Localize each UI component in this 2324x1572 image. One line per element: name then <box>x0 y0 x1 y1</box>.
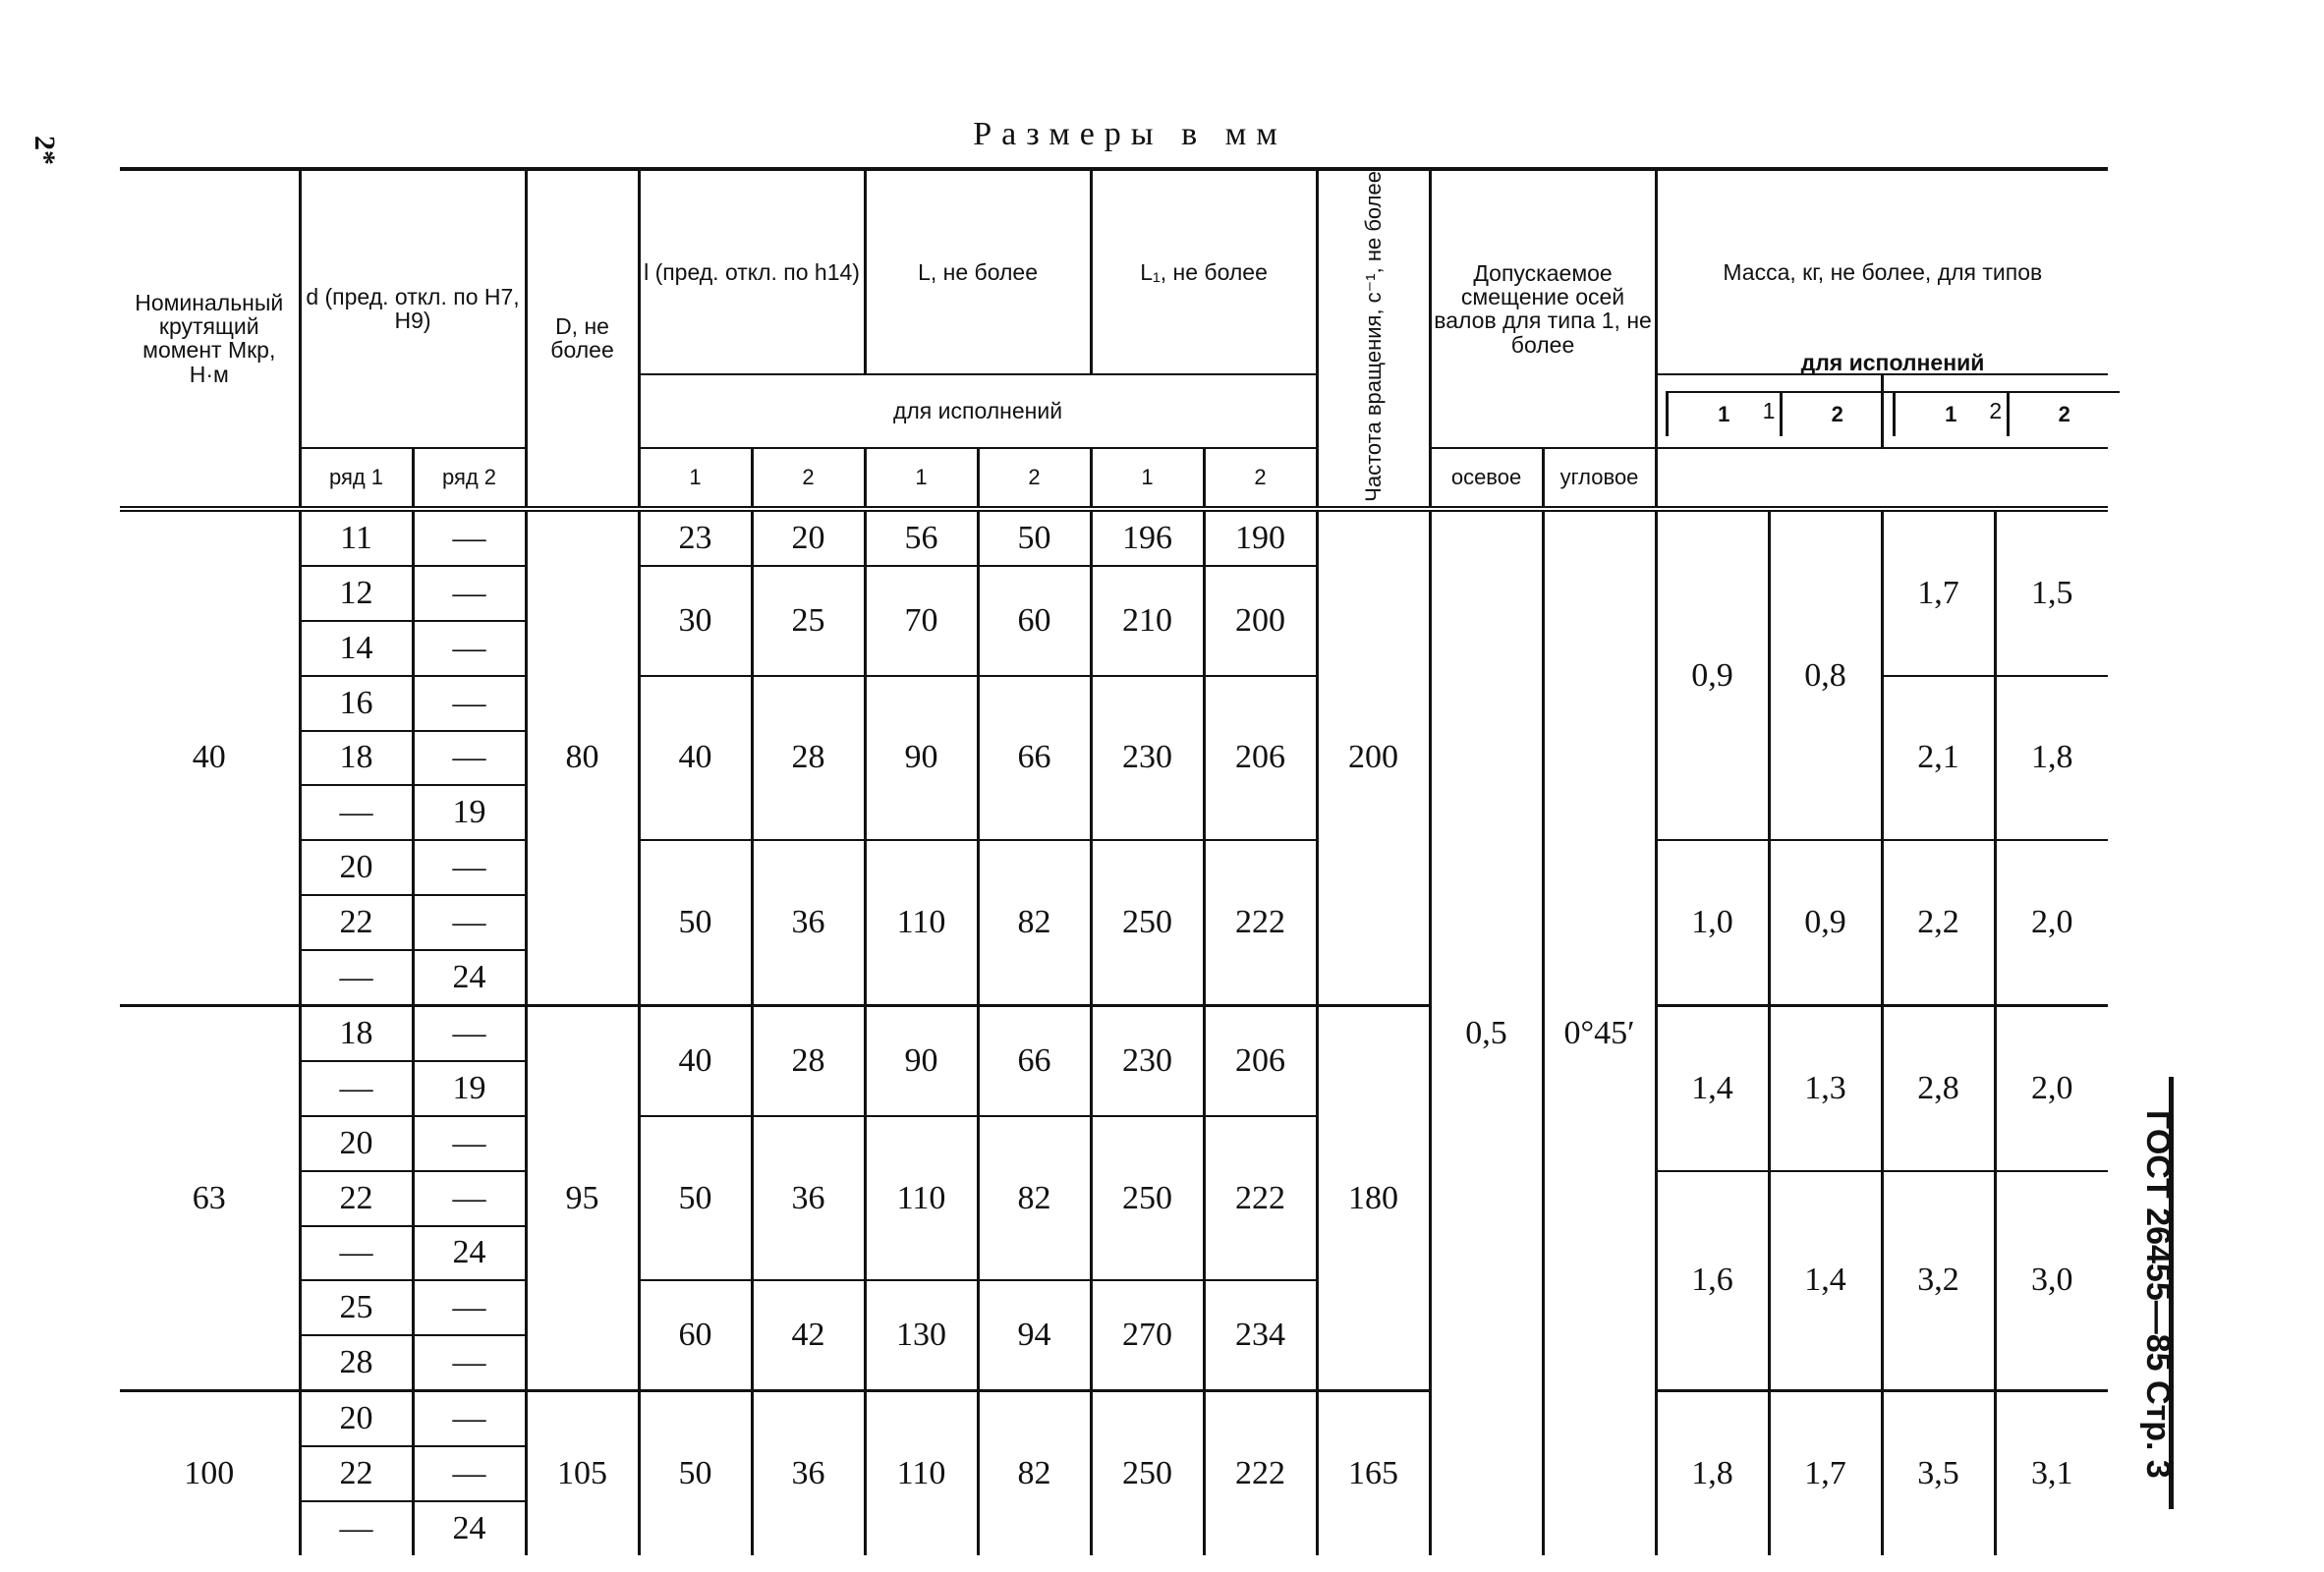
table-body <box>120 509 2221 1555</box>
header-for-versions: для исполнений <box>639 374 1317 448</box>
torque-value: 63 <box>120 1005 300 1390</box>
l-v1-value: 23 <box>639 509 752 566</box>
header-mass-versions-block <box>1656 448 2108 509</box>
l-v2-value: 42 <box>752 1280 865 1390</box>
L-v1-value: 70 <box>865 566 978 676</box>
side-label: ГОСТ 26455—85 Стр. 3 <box>2139 1110 2177 1479</box>
header-l-v1: 1 <box>639 448 752 509</box>
header-torque: Номинальный крутящий момент Mкр, Н·м <box>120 169 300 509</box>
L-v1-value: 130 <box>865 1280 978 1390</box>
header-speed <box>1317 169 1430 509</box>
speed-value: 165 <box>1317 1391 1430 1555</box>
d-row1-value: 20 <box>300 1391 413 1446</box>
d-row1-value: 12 <box>300 566 413 621</box>
l-v1-value: 60 <box>639 1280 752 1390</box>
mass-t1-v2-value: 1,7 <box>1769 1391 1882 1555</box>
mass-t2-v1-value: 2,1 <box>1882 676 1995 841</box>
mass-t2-v2-value: 3,1 <box>1995 1391 2108 1555</box>
d-row2-value: 24 <box>413 950 526 1005</box>
mass-t2-v1-value: 2,8 <box>1882 1005 1995 1170</box>
d-row2-value: 19 <box>413 1061 526 1116</box>
D-value: 105 <box>526 1391 639 1555</box>
L-v2-value: 66 <box>978 676 1091 841</box>
L1-v1-value: 230 <box>1091 676 1204 841</box>
L-v2-value: 50 <box>978 509 1091 566</box>
d-row2-value: 19 <box>413 785 526 840</box>
header-misalignment: Допускаемое смещение осей валов для типа 1, не более <box>1430 169 1656 448</box>
l-v2-value: 36 <box>752 1391 865 1555</box>
table-caption: Размеры в мм <box>973 116 1287 152</box>
d-row2-value: — <box>413 895 526 950</box>
d-row1-value: 18 <box>300 1005 413 1060</box>
mass-t1-v2-value: 1,4 <box>1769 1171 1882 1391</box>
corner-mark: 2* <box>28 136 61 165</box>
mass-t1-v1-value: 1,4 <box>1656 1005 1769 1170</box>
mass-versions-overlay <box>1666 334 2120 436</box>
L1-v1-value: 210 <box>1091 566 1204 676</box>
header-speed-text: Частота вращения, с⁻¹, не более <box>1360 171 1386 502</box>
speed-value: 180 <box>1317 1005 1430 1390</box>
d-row1-value: 22 <box>300 1446 413 1501</box>
d-row1-value: 11 <box>300 509 413 566</box>
mass-t1-v1-value: 1,8 <box>1656 1391 1769 1555</box>
d-row2-value: — <box>413 1391 526 1446</box>
d-row2-value: — <box>413 1116 526 1171</box>
header-l-v2: 2 <box>752 448 865 509</box>
header-mass-type2: 2 <box>1882 374 2108 448</box>
header-row1: ряд 1 <box>300 448 413 509</box>
L1-v2-value: 222 <box>1204 840 1317 1005</box>
axial-value: 0,5 <box>1430 509 1543 1555</box>
header-L1-v1: 1 <box>1091 448 1204 509</box>
l-v2-value: 28 <box>752 676 865 841</box>
l-v2-value: 36 <box>752 1116 865 1281</box>
mass-t2-v1-value: 3,5 <box>1882 1391 1995 1555</box>
L-v2-value: 60 <box>978 566 1091 676</box>
L-v2-value: 82 <box>978 840 1091 1005</box>
d-row1-value: — <box>300 1226 413 1281</box>
D-value: 95 <box>526 1005 639 1390</box>
header-L1-v2: 2 <box>1204 448 1317 509</box>
L1-v1-value: 250 <box>1091 1116 1204 1281</box>
mass-t2-v1-value: 2,2 <box>1882 840 1995 1005</box>
header-L-v2: 2 <box>978 448 1091 509</box>
L1-v2-value: 222 <box>1204 1391 1317 1555</box>
d-row1-value: 20 <box>300 1116 413 1171</box>
mass-t1-v2-header: 2 <box>1780 393 1894 436</box>
d-row2-value: — <box>413 1280 526 1335</box>
L1-v1-value: 196 <box>1091 509 1204 566</box>
d-row2-value: — <box>413 621 526 676</box>
l-v1-value: 50 <box>639 840 752 1005</box>
L1-v2-value: 222 <box>1204 1116 1317 1281</box>
d-row2-value: — <box>413 676 526 731</box>
d-row2-value: — <box>413 1171 526 1226</box>
torque-value: 100 <box>120 1391 300 1555</box>
d-row2-value: 24 <box>413 1501 526 1555</box>
mass-versions-label: для исполнений <box>1666 334 2120 393</box>
L1-v1-value: 250 <box>1091 840 1204 1005</box>
d-row2-value: — <box>413 840 526 895</box>
L-v1-value: 110 <box>865 1116 978 1281</box>
L1-v2-value: 234 <box>1204 1280 1317 1390</box>
mass-t2-v1-header: 1 <box>1893 393 2007 436</box>
mass-t2-v2-value: 2,0 <box>1995 1005 2108 1170</box>
d-row1-value: — <box>300 1061 413 1116</box>
d-row1-value: 22 <box>300 895 413 950</box>
mass-t2-v2-value: 3,0 <box>1995 1171 2108 1391</box>
d-row2-value: — <box>413 731 526 786</box>
speed-value: 200 <box>1317 509 1430 1006</box>
mass-t2-v2-value: 1,8 <box>1995 676 2108 841</box>
L-v2-value: 82 <box>978 1391 1091 1555</box>
header-L: L, не более <box>865 169 1091 374</box>
l-v2-value: 20 <box>752 509 865 566</box>
d-row2-value: — <box>413 566 526 621</box>
header-axial: осевое <box>1430 448 1543 509</box>
angular-value: 0°45′ <box>1543 509 1656 1555</box>
d-row1-value: — <box>300 785 413 840</box>
d-row1-value: 22 <box>300 1171 413 1226</box>
mass-t1-v1-value: 1,0 <box>1656 840 1769 1005</box>
l-v1-value: 30 <box>639 566 752 676</box>
L1-v2-value: 190 <box>1204 509 1317 566</box>
mass-t2-v2-value: 2,0 <box>1995 840 2108 1005</box>
L-v2-value: 82 <box>978 1116 1091 1281</box>
mass-t1-v1-value: 1,6 <box>1656 1171 1769 1391</box>
header-D: D, не более <box>526 169 639 509</box>
d-row2-value: — <box>413 1446 526 1501</box>
d-row2-value: — <box>413 1335 526 1390</box>
l-v2-value: 25 <box>752 566 865 676</box>
L1-v2-value: 200 <box>1204 566 1317 676</box>
d-row1-value: 25 <box>300 1280 413 1335</box>
d-row1-value: 16 <box>300 676 413 731</box>
d-row1-value: 20 <box>300 840 413 895</box>
mass-t2-v2-value: 1,5 <box>1995 509 2108 676</box>
L1-v1-value: 270 <box>1091 1280 1204 1390</box>
mass-t2-v1-value: 1,7 <box>1882 509 1995 676</box>
L-v2-value: 66 <box>978 1005 1091 1115</box>
L-v1-value: 56 <box>865 509 978 566</box>
mass-versions-numbers <box>1666 393 2120 436</box>
l-v2-value: 36 <box>752 840 865 1005</box>
D-value: 80 <box>526 509 639 1006</box>
header-L1: L₁, не более <box>1091 169 1317 374</box>
L1-v2-value: 206 <box>1204 676 1317 841</box>
l-v1-value: 40 <box>639 676 752 841</box>
mass-t1-v2-value: 0,8 <box>1769 509 1882 840</box>
l-v1-value: 50 <box>639 1391 752 1555</box>
header-d: d (пред. откл. по H7, H9) <box>300 169 526 448</box>
L1-v1-value: 230 <box>1091 1005 1204 1115</box>
header-row2: ряд 2 <box>413 448 526 509</box>
L-v1-value: 110 <box>865 840 978 1005</box>
L-v1-value: 90 <box>865 676 978 841</box>
header-L-v1: 1 <box>865 448 978 509</box>
l-v1-value: 50 <box>639 1116 752 1281</box>
d-row1-value: 28 <box>300 1335 413 1390</box>
header-angular: угловое <box>1543 448 1656 509</box>
mass-t2-v2-header: 2 <box>2007 393 2121 436</box>
torque-value: 40 <box>192 739 226 776</box>
mass-t1-v1-header: 1 <box>1666 393 1780 436</box>
header-mass-type1: 1 <box>1656 374 1882 448</box>
mass-t2-v1-value: 3,2 <box>1882 1171 1995 1391</box>
mass-t1-v1-value: 0,9 <box>1656 509 1769 840</box>
d-row2-value: 24 <box>413 1226 526 1281</box>
header-l: l (пред. откл. по h14) <box>639 169 865 374</box>
L-v1-value: 110 <box>865 1391 978 1555</box>
L-v2-value: 94 <box>978 1280 1091 1390</box>
d-row1-value: — <box>300 950 413 1005</box>
mass-t1-v2-value: 0,9 <box>1769 840 1882 1005</box>
d-row1-value: — <box>300 1501 413 1555</box>
header-mass: Масса, кг, не более, для типов <box>1656 169 2108 374</box>
L-v1-value: 90 <box>865 1005 978 1115</box>
d-row1-value: 14 <box>300 621 413 676</box>
L1-v1-value: 250 <box>1091 1391 1204 1555</box>
d-row1-value: 18 <box>300 731 413 786</box>
d-row2-value: — <box>413 509 526 566</box>
l-v2-value: 28 <box>752 1005 865 1115</box>
d-row2-value: — <box>413 1005 526 1060</box>
l-v1-value: 40 <box>639 1005 752 1115</box>
L1-v2-value: 206 <box>1204 1005 1317 1115</box>
mass-t1-v2-value: 1,3 <box>1769 1005 1882 1170</box>
